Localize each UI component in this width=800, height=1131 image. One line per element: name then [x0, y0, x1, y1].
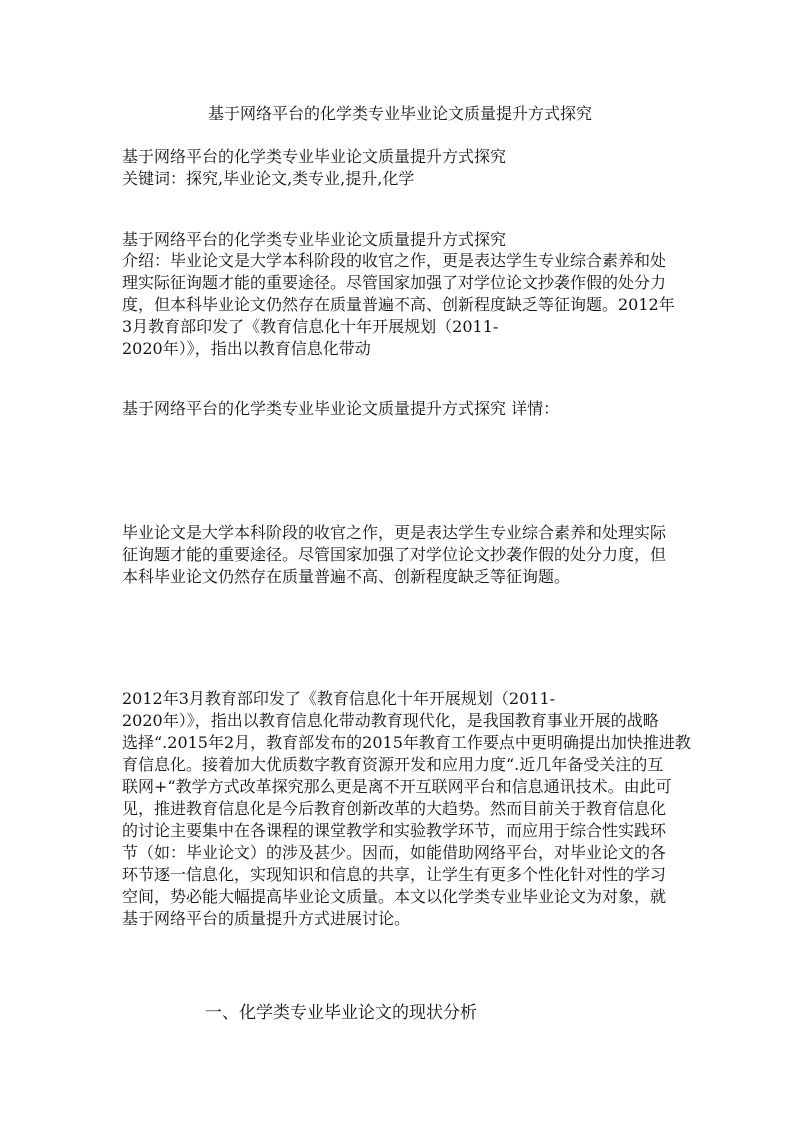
intro-line: 3月教育部印发了《教育信息化十年开展规划（2011-: [122, 317, 499, 336]
paragraph-line: 节（如：毕业论文）的涉及甚少。因而，如能借助网络平台，对毕业论文的各: [122, 843, 667, 862]
paragraph-line: 征询题才能的重要途径。尽管国家加强了对学位论文抄袭作假的处分力度，但: [122, 545, 667, 564]
paragraph-line: 联网+“教学方式改革探究那么更是离不开互联网平台和信息通讯技术。由此可: [122, 777, 672, 796]
intro-line: 2020年）》，指出以教育信息化带动: [122, 339, 371, 358]
header-title: 基于网络平台的化学类专业毕业论文质量提升方式探究: [122, 147, 507, 166]
keywords-line: 关键词：探究,毕业论文,类专业,提升,化学: [122, 169, 415, 188]
paragraph-line: 基于网络平台的质量提升方式进展讨论。: [122, 909, 411, 928]
paragraph-line: 的讨论主要集中在各课程的课堂教学和实验教学环节，而应用于综合性实践环: [122, 821, 667, 840]
intro-line: 度，但本科毕业论文仍然存在质量普遍不高、创新程度缺乏等征询题。2012年: [122, 295, 675, 314]
intro-title: 基于网络平台的化学类专业毕业论文质量提升方式探究: [122, 230, 507, 249]
paragraph-line: 毕业论文是大学本科阶段的收官之作，更是表达学生专业综合素养和处理实际: [122, 523, 667, 542]
intro-line: 理实际征询题才能的重要途径。尽管国家加强了对学位论文抄袭作假的处分力: [122, 273, 667, 292]
paragraph-line: 选择“.2015年2月，教育部发布的2015年教育工作要点中更明确提出加快推进教: [122, 733, 691, 752]
paragraph-line: 2012年3月教育部印发了《教育信息化十年开展规划（2011-: [122, 689, 556, 708]
paragraph-line: 环节逐一信息化，实现知识和信息的共享，让学生有更多个性化针对性的学习: [122, 865, 667, 884]
section-heading: 一、化学类专业毕业论文的现状分析: [205, 1003, 477, 1023]
paragraph-line: 见，推进教育信息化是今后教育创新改革的大趋势。然而目前关于教育信息化: [122, 799, 667, 818]
paragraph-line: 本科毕业论文仍然存在质量普遍不高、创新程度缺乏等征询题。: [122, 567, 571, 586]
intro-line: 介绍：毕业论文是大学本科阶段的收官之作，更是表达学生专业综合素养和处: [122, 251, 667, 270]
detail-label: 基于网络平台的化学类专业毕业论文质量提升方式探究 详情：: [122, 399, 560, 418]
page-title: 基于网络平台的化学类专业毕业论文质量提升方式探究: [207, 104, 592, 123]
paragraph-line: 空间，势必能大幅提高毕业论文质量。本文以化学类专业毕业论文为对象，就: [122, 887, 667, 906]
paragraph-line: 育信息化。接着加大优质数字教育资源开发和应用力度“.近几年备受关注的互: [122, 755, 664, 774]
paragraph-line: 2020年）》，指出以教育信息化带动教育现代化，是我国教育事业开展的战略: [122, 711, 659, 730]
